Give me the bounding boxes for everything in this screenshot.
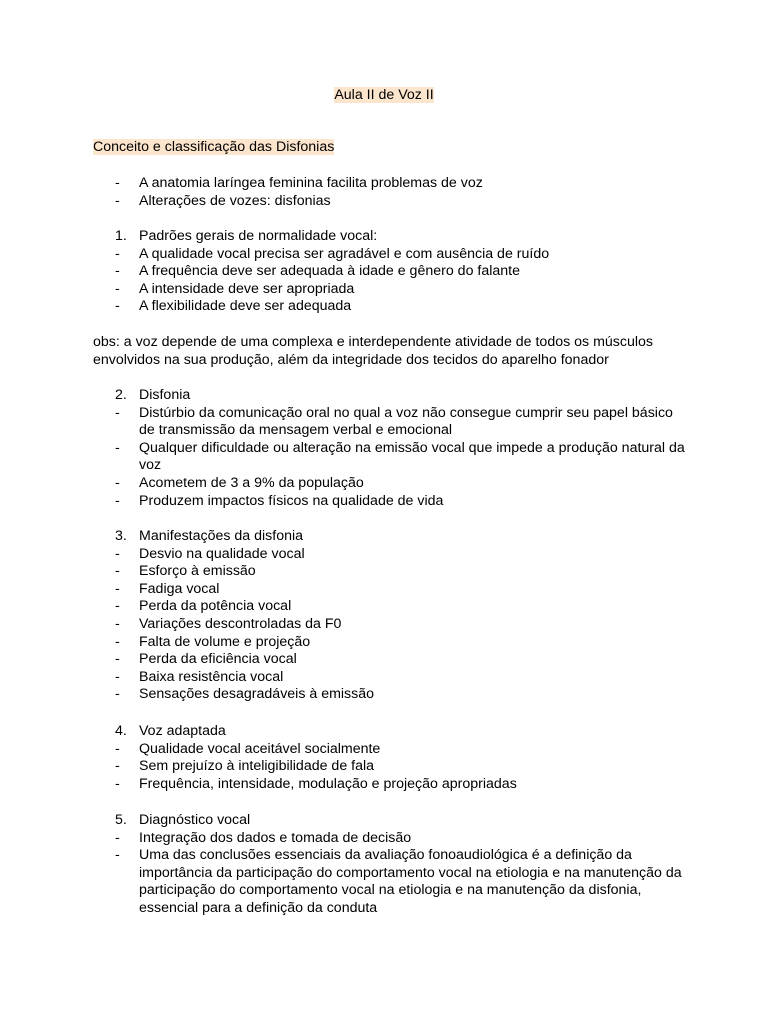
obs-paragraph: obs: a voz depende de uma complexa e interdependente atividade de todos os músculos envolvidos na sua produção, além da integridade dos tecidos do aparelho fonador [93,334,653,368]
list-item: - Qualquer dificuldade ou alteração na emissão vocal que impede a produção natural da voz [115,439,685,474]
section-3 [0,528,768,704]
list-item: - Esforço à emissão [115,563,256,580]
section-4-title: 4. Voz adaptada [115,723,226,739]
list-item: - A intensidade deve ser apropriada [115,280,355,297]
list-item: - A frequência deve ser adequada à idade e gênero do falante [115,263,520,280]
list-item: - Frequência, intensidade, modulação e projeção apropriadas [115,775,517,792]
list-item: - Fadiga vocal [115,580,220,597]
list-item: - Sensações desagradáveis à emissão [115,686,375,703]
document-title: Aula II de Voz II [334,87,434,103]
list-item: - Alterações de vozes: disfonias [115,192,331,209]
list-item: - Falta de volume e projeção [115,633,311,650]
list-item: - Variações descontroladas da F0 [115,615,342,632]
section-5-title: 5. Diagnóstico vocal [115,812,251,828]
list-item: - Sem prejuízo à inteligibilidade de fala [115,758,375,775]
list-item: - Integração dos dados e tomada de decisão [115,829,412,846]
list-item: - A anatomia laríngea feminina facilita problemas de voz [115,175,483,191]
list-item: - A flexibilidade deve ser adequada [115,298,352,315]
section-3-title: 3. Manifestações da disfonia [115,528,304,544]
list-item: - Desvio na qualidade vocal [115,545,305,562]
section-4 [0,723,768,793]
intro-list [0,175,768,210]
list-item: - Distúrbio da comunicação oral no qual a voz não consegue cumprir seu papel básico de transmissão da mensagem verbal e emocional [115,404,673,439]
list-item: - A qualidade vocal precisa ser agradável e com ausência de ruído [115,245,550,262]
section-1-title: 1. Padrões gerais de normalidade vocal: [115,228,378,244]
list-item: - Baixa resistência vocal [115,668,284,685]
list-item: - Qualidade vocal aceitável socialmente [115,740,381,757]
list-item: - Perda da potência vocal [115,598,292,615]
list-item: - Acometem de 3 a 9% da população [115,474,364,491]
section-2-title: 2. Disfonia [115,387,191,403]
section-1 [0,228,768,316]
section-2 [0,387,768,510]
section-5 [0,812,768,918]
list-item: - Perda da eficiência vocal [115,651,297,668]
list-item: - Produzem impactos físicos na qualidade de vida [115,492,444,509]
section-heading: Conceito e classificação das Disfonias [93,139,335,155]
list-item: - Uma das conclusões essenciais da avaliação fonoaudiológica é a definição da importância da participação do comportamento vocal na etiologia e na manutenção da participação do comportamento vocal na etiologia e na manutenção da disfonia, essencial para a definição da conduta [115,847,682,916]
